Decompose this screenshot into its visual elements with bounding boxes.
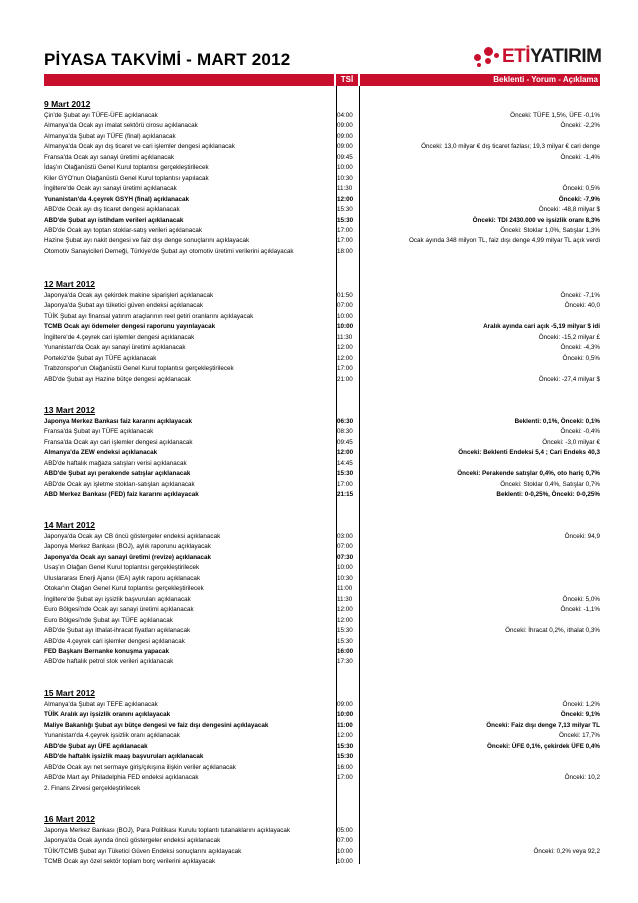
event-description: ABD'de Ocak ayı işletme stokları-satışları açıklanacak bbox=[44, 480, 195, 488]
event-description: Euro Bölgesi'nde Ocak ayı sanayi üretimi açıklanacak bbox=[44, 606, 194, 614]
brand-prefix: ETİ bbox=[502, 46, 531, 67]
event-description: Hazine Şubat ayı nakit dengesi ve faiz dışı denge sonuçlarını açıklayacak bbox=[44, 237, 250, 245]
event-row bbox=[44, 542, 600, 552]
event-time: 10:00 bbox=[337, 323, 354, 331]
event-row bbox=[44, 236, 600, 246]
event-description: İdaş'ın Olağanüstü Genel Kurul toplantısı gerçekleştirilecek bbox=[44, 164, 209, 172]
event-row bbox=[44, 784, 600, 794]
event-row bbox=[44, 291, 600, 301]
event-row bbox=[44, 247, 600, 257]
event-description: Japonya'da Şubat ayı tüketici güven endeksi açıklanacak bbox=[44, 302, 204, 310]
event-time: 12:00 bbox=[337, 449, 354, 457]
event-description: 2. Finans Zirvesi gerçekleştirilecek bbox=[44, 784, 141, 792]
event-description: Yunanistan'da 4.çeyrek GSYH (final) açıklanacak bbox=[44, 195, 189, 203]
event-description: Japonya Merkez Bankası (BOJ), Para Politikası Kurulu toplantı tutanaklarını açıklayacak bbox=[44, 827, 291, 834]
event-expectation: Önceki: TÜFE 1,5%, ÜFE -0,1% bbox=[510, 112, 600, 119]
event-row bbox=[44, 553, 600, 563]
section-date: 14 Mart 2012 bbox=[44, 520, 96, 530]
event-row bbox=[44, 184, 600, 194]
event-row bbox=[44, 205, 600, 215]
event-time: 09:00 bbox=[337, 132, 353, 140]
event-description: Japonya'da Ocak ayında öncü göstergeler endeksi açıklanacak bbox=[44, 837, 221, 845]
event-description: TÜİK Aralık ayı işsizlik oranını açıklayacak bbox=[44, 711, 171, 719]
event-expectation: Önceki: -27,4 milyar $ bbox=[538, 375, 600, 383]
event-expectation: Önceki: -4,3% bbox=[560, 344, 600, 352]
event-description: Japonya'da Ocak ayı sanayi üretimi (revize) açıklanacak bbox=[44, 553, 212, 561]
event-description: ABD'de haftalık petrol stok verileri açıklanacak bbox=[44, 658, 174, 666]
event-expectation: Önceki: -0,4% bbox=[560, 428, 600, 436]
event-description: Kiler GYO'nun Olağanüstü Genel Kurul toplantısı yapılacak bbox=[44, 174, 209, 182]
event-time: 14:45 bbox=[337, 459, 353, 467]
event-time: 10:00 bbox=[337, 312, 353, 320]
event-row bbox=[44, 742, 600, 752]
event-time: 10:00 bbox=[337, 164, 353, 172]
event-time: 01:50 bbox=[337, 292, 353, 299]
event-row bbox=[44, 626, 600, 636]
event-time: 06:30 bbox=[337, 418, 354, 425]
event-row bbox=[44, 637, 600, 647]
event-row bbox=[44, 301, 600, 311]
event-row bbox=[44, 174, 600, 184]
event-row bbox=[44, 710, 600, 720]
event-row bbox=[44, 605, 600, 615]
event-time: 07:00 bbox=[337, 837, 353, 845]
event-time: 09:45 bbox=[337, 438, 353, 446]
event-time: 12:00 bbox=[337, 606, 353, 614]
event-row bbox=[44, 532, 600, 542]
event-expectation: Ocak ayında 348 milyon TL, faiz dışı denge 4,99 milyar TL açık verdi bbox=[409, 237, 600, 245]
event-expectation: Önceki: 94,9 bbox=[564, 533, 600, 540]
event-description: Japonya'da Ocak ayı CB öncü göstergeler endeksi açıklanacak bbox=[44, 533, 221, 540]
event-row bbox=[44, 584, 600, 594]
event-expectation: Önceki: -7,1% bbox=[560, 292, 600, 299]
event-description: Almanya'da Ocak ayı dış ticaret ve cari işlemler dengesi açıklanacak bbox=[44, 143, 235, 151]
event-description: Portekiz'de Şubat ayı TÜFE açıklanacak bbox=[44, 354, 157, 362]
event-description: Fransa'da Ocak ayı sanayi üretimi açıklanacak bbox=[44, 153, 174, 161]
event-row bbox=[44, 121, 600, 131]
event-time: 05:00 bbox=[337, 827, 353, 834]
event-expectation: Önceki: 10,2 bbox=[564, 774, 600, 782]
event-time: 04:00 bbox=[337, 112, 353, 119]
event-row bbox=[44, 731, 600, 741]
event-time: 17:30 bbox=[337, 658, 353, 666]
event-description: Japonya Merkez Bankası (BOJ), aylık raporunu açıklayacak bbox=[44, 543, 211, 551]
event-row bbox=[44, 163, 600, 173]
event-time: 15:30 bbox=[337, 206, 353, 214]
event-row bbox=[44, 111, 600, 121]
event-time: 11:30 bbox=[337, 185, 353, 193]
event-expectation: Önceki: 0,2% veya 92,2 bbox=[533, 847, 600, 855]
event-description: Fransa'da Ocak ayı cari işlemler dengesi açıklanacak bbox=[44, 438, 193, 446]
event-time: 10:00 bbox=[337, 858, 353, 866]
event-time: 03:00 bbox=[337, 533, 353, 540]
event-row bbox=[44, 826, 600, 836]
event-description: İngiltere'de 4.çeyrek cari işlemler dengesi açıklanacak bbox=[44, 333, 195, 341]
event-row bbox=[44, 132, 600, 142]
event-time: 10:00 bbox=[337, 847, 353, 855]
event-time: 10:00 bbox=[337, 564, 353, 572]
event-description: Almanya'da Şubat ayı TÜFE (final) açıklanacak bbox=[44, 132, 176, 140]
event-row bbox=[44, 616, 600, 626]
event-time: 11:30 bbox=[337, 333, 353, 341]
event-row bbox=[44, 574, 600, 584]
event-row bbox=[44, 322, 600, 332]
event-time: 10:00 bbox=[337, 711, 354, 719]
event-expectation: Önceki: Perakende satışlar 0,4%, oto hariç 0,7% bbox=[457, 470, 600, 478]
event-row bbox=[44, 847, 600, 857]
event-time: 12:00 bbox=[337, 732, 353, 740]
event-expectation: Beklenti: 0,1%, Önceki: 0,1% bbox=[514, 418, 600, 425]
event-time: 07:30 bbox=[337, 553, 354, 561]
event-expectation: Önceki: 5,0% bbox=[562, 595, 600, 603]
event-row bbox=[44, 490, 600, 500]
event-description: Usaş'ın Olağan Genel Kurul toplantısı gerçekleştirilecek bbox=[44, 564, 200, 572]
event-description: ABD'de Şubat ayı ithalat-ihracat fiyatları açıklanacak bbox=[44, 627, 191, 635]
event-time: 17:00 bbox=[337, 480, 353, 488]
event-time: 12:00 bbox=[337, 354, 353, 362]
event-time: 15:30 bbox=[337, 470, 354, 478]
event-time: 09:45 bbox=[337, 153, 353, 161]
header-expectation-label: Beklenti - Yorum - Açıklama bbox=[493, 75, 598, 84]
event-row bbox=[44, 836, 600, 846]
event-expectation: Önceki: 40,0 bbox=[564, 302, 600, 310]
event-row bbox=[44, 226, 600, 236]
event-expectation: Önceki: -15,2 milyar £ bbox=[538, 333, 600, 341]
event-row bbox=[44, 354, 600, 364]
event-row bbox=[44, 195, 600, 205]
event-description: Almanya'da Şubat ayı TEFE açıklanacak bbox=[44, 701, 158, 708]
event-description: Uluslararası Enerji Ajansı (IEA) aylık raporu açıklanacak bbox=[44, 574, 201, 582]
event-time: 07:00 bbox=[337, 543, 353, 551]
event-description: Fransa'da Şubat ayı TÜFE açıklanacak bbox=[44, 428, 154, 436]
header-time: TSİ bbox=[336, 74, 358, 86]
event-expectation: Önceki: 0,5% bbox=[562, 185, 600, 193]
event-time: 17:00 bbox=[337, 237, 353, 245]
event-time: 11:00 bbox=[337, 585, 353, 593]
event-description: TÜİK Şubat ayı finansal yatırım araçlarının reel getiri oranlarını açıklayacak bbox=[44, 312, 254, 320]
event-expectation: Önceki: TDI 2430.000 ve işsizlik oranı 8,3% bbox=[472, 216, 600, 224]
event-expectation: Aralık ayında cari açık -5,19 milyar $ idi bbox=[483, 323, 600, 331]
event-row bbox=[44, 763, 600, 773]
event-time: 09:00 bbox=[337, 701, 353, 708]
event-expectation: Önceki: -2,2% bbox=[560, 122, 600, 130]
event-description: ABD'de haftalık mağaza satışları verisi açıklanacak bbox=[44, 459, 187, 467]
event-time: 12:00 bbox=[337, 344, 353, 352]
event-description: ABD'de Şubat ayı perakende satışlar açıklanacak bbox=[44, 470, 191, 478]
event-time: 17:00 bbox=[337, 774, 353, 782]
event-time: 08:30 bbox=[337, 428, 353, 436]
event-expectation: Önceki: ÜFE 0,1%, çekirdek ÜFE 0,4% bbox=[486, 742, 600, 750]
event-time: 10:30 bbox=[337, 174, 353, 182]
logo-dots-icon bbox=[472, 47, 502, 69]
event-expectation: Önceki: Beklenti Endeksi 5,4 ; Cari Endeks 40,3 bbox=[458, 449, 600, 457]
event-description: Yunanistan'da Ocak ayı sanayi üretimi açıklanacak bbox=[44, 344, 186, 352]
event-description: ABD'de haftalık işsizlik maaş başvuruları açıklanacak bbox=[44, 753, 204, 761]
event-description: Almanya'da Ocak ayı imalat sektörü cirosu açıklanacak bbox=[44, 122, 198, 130]
event-row bbox=[44, 312, 600, 322]
event-row bbox=[44, 153, 600, 163]
event-time: 12:00 bbox=[337, 616, 353, 624]
event-time: 15:30 bbox=[337, 753, 354, 761]
event-row bbox=[44, 417, 600, 427]
event-description: Yunanistan'da 4.çeyrek işsizlik oranı açıklanacak bbox=[44, 732, 180, 740]
event-row bbox=[44, 469, 600, 479]
event-expectation: Önceki: -7,9% bbox=[558, 195, 600, 203]
event-expectation: Önceki: Stoklar 0,4%, Satışlar 0,7% bbox=[500, 480, 600, 488]
event-description: ABD'de Ocak ayı toptan stoklar-satış verileri açıklanacak bbox=[44, 226, 202, 234]
event-row bbox=[44, 773, 600, 783]
event-row bbox=[44, 364, 600, 374]
event-description: ABD'de 4.çeyrek cari işlemler dengesi açıklanacak bbox=[44, 637, 185, 645]
event-expectation: Önceki: -1,1% bbox=[560, 606, 600, 614]
event-description: ABD'de Şubat ayı Hazine bütçe dengesi açıklanacak bbox=[44, 375, 191, 383]
event-time: 09:00 bbox=[337, 122, 353, 130]
event-row bbox=[44, 857, 600, 867]
event-time: 07:00 bbox=[337, 302, 353, 310]
event-description: TCMB Ocak ayı ödemeler dengesi raporunu yayınlayacak bbox=[44, 323, 216, 331]
section-date: 12 Mart 2012 bbox=[44, 279, 96, 289]
event-description: ABD'de Ocak ayı net sermaye giriş/çıkışına ilişkin veriler açıklanacak bbox=[44, 763, 236, 771]
event-row bbox=[44, 752, 600, 762]
event-expectation: Önceki: İhracat 0,2%, ithalat 0,3% bbox=[505, 627, 600, 635]
event-description: Japonya'da Ocak ayı çekirdek makine siparişleri açıklanacak bbox=[44, 292, 214, 299]
event-description: TCMB Ocak ayı özel sektör toplam borç verilerini açıklayacak bbox=[44, 858, 216, 866]
event-description: ABD'de Şubat ayı istihdam verileri açıklanacak bbox=[44, 216, 184, 224]
event-expectation: Beklenti: 0-0,25%, Önceki: 0-0,25% bbox=[496, 491, 600, 499]
event-row bbox=[44, 427, 600, 437]
event-expectation: Önceki: 17,7% bbox=[559, 732, 600, 740]
event-row bbox=[44, 657, 600, 667]
brand-name bbox=[502, 46, 602, 68]
brand-suffix: YATIRIM bbox=[530, 46, 602, 67]
event-description: TÜİK/TCMB Şubat ayı Tüketici Güven Endeksi sonuçlarını açıklayacak bbox=[44, 847, 242, 855]
event-description: ABD'de Ocak ayı dış ticaret dengesi açıklanacak bbox=[44, 206, 180, 214]
event-row bbox=[44, 480, 600, 490]
event-time: 09:00 bbox=[337, 143, 353, 151]
event-row bbox=[44, 595, 600, 605]
event-time: 15:30 bbox=[337, 637, 353, 645]
event-expectation: Önceki: 1,2% bbox=[562, 701, 600, 708]
event-row bbox=[44, 333, 600, 343]
event-row bbox=[44, 375, 600, 385]
event-description: Maliye Bakanlığı Şubat ayı bütçe dengesi ve faiz dışı dengesini açıklayacak bbox=[44, 721, 269, 729]
event-time: 21:00 bbox=[337, 375, 353, 383]
event-description: ABD'de Mart ayı Philadelphia FED endeksi açıklanacak bbox=[44, 774, 199, 782]
event-row bbox=[44, 142, 600, 152]
event-time: 16:00 bbox=[337, 647, 354, 655]
event-description: Euro Bölgesi'nde Şubat ayı TÜFE açıklanacak bbox=[44, 616, 173, 624]
event-time: 15:30 bbox=[337, 216, 354, 224]
event-row bbox=[44, 721, 600, 731]
section-date: 15 Mart 2012 bbox=[44, 688, 96, 698]
event-time: 15:30 bbox=[337, 627, 353, 635]
event-time: 16:00 bbox=[337, 763, 353, 771]
event-time: 11:30 bbox=[337, 595, 353, 603]
event-row bbox=[44, 448, 600, 458]
event-expectation: Önceki: Stoklar 1,0%, Satışlar 1,3% bbox=[500, 226, 600, 234]
page-title: PİYASA TAKVİMİ - MART 2012 bbox=[44, 50, 291, 69]
event-row bbox=[44, 459, 600, 469]
event-description: İngiltere'de Ocak ayı sanayi üretimi açıklanacak bbox=[44, 185, 177, 193]
event-description: Japonya Merkez Bankası faiz kararını açıklayacak bbox=[44, 418, 193, 425]
event-expectation: Önceki: -1,4% bbox=[560, 153, 600, 161]
event-row bbox=[44, 438, 600, 448]
event-description: Almanya'da ZEW endeksi açıklanacak bbox=[44, 449, 158, 457]
event-expectation: Önceki: -3,0 milyar € bbox=[542, 438, 600, 446]
event-description: İngiltere'de Şubat ayı işsizlik başvuruları açıklanacak bbox=[44, 595, 191, 603]
header-bar-event bbox=[44, 74, 334, 86]
event-description: Trabzonspor'un Olağanüstü Genel Kurul toplantısı gerçekleştirilecek bbox=[44, 365, 234, 373]
section-date: 9 Mart 2012 bbox=[44, 99, 91, 109]
event-row bbox=[44, 563, 600, 573]
event-expectation: Önceki: Faiz dışı denge 7,13 milyar TL bbox=[486, 721, 600, 729]
event-row bbox=[44, 647, 600, 657]
event-time: 17:00 bbox=[337, 365, 353, 373]
event-time: 17:00 bbox=[337, 226, 353, 234]
event-time: 12:00 bbox=[337, 195, 354, 203]
event-time: 18:00 bbox=[337, 247, 353, 255]
event-time: 10:30 bbox=[337, 574, 353, 582]
event-expectation: Önceki: 0,5% bbox=[562, 354, 600, 362]
event-time: 15:30 bbox=[337, 742, 354, 750]
event-description: Otokar'ın Olağan Genel Kurul toplantısı gerçekleştirilecek bbox=[44, 585, 204, 593]
event-description: ABD'de Şubat ayı ÜFE açıklanacak bbox=[44, 742, 148, 750]
event-expectation: Önceki: 9,1% bbox=[560, 711, 600, 719]
event-time: 21:15 bbox=[337, 491, 354, 499]
event-description: Çin'de Şubat ayı TÜFE-ÜFE açıklanacak bbox=[44, 112, 158, 119]
event-expectation: Önceki: -48,8 milyar $ bbox=[538, 206, 600, 214]
section-date: 16 Mart 2012 bbox=[44, 814, 96, 824]
event-description: FED Başkanı Bernanke konuşma yapacak bbox=[44, 647, 169, 655]
event-expectation: Önceki: 13,0 milyar € dış ticaret fazlası; 19,3 milyar € cari denge bbox=[421, 143, 600, 151]
event-description: ABD Merkez Bankası (FED) faiz kararını açıklayacak bbox=[44, 491, 199, 499]
section-date: 13 Mart 2012 bbox=[44, 405, 96, 415]
event-row bbox=[44, 343, 600, 353]
event-row bbox=[44, 216, 600, 226]
event-time: 11:00 bbox=[337, 721, 353, 729]
header-expectation bbox=[360, 74, 600, 86]
event-description: Otomotiv Sanayicileri Derneği, Türkiye'de Şubat ayı otomotiv üretimi verilerini açıklayacak bbox=[44, 247, 294, 255]
event-row bbox=[44, 700, 600, 710]
brand-logo bbox=[472, 47, 602, 69]
